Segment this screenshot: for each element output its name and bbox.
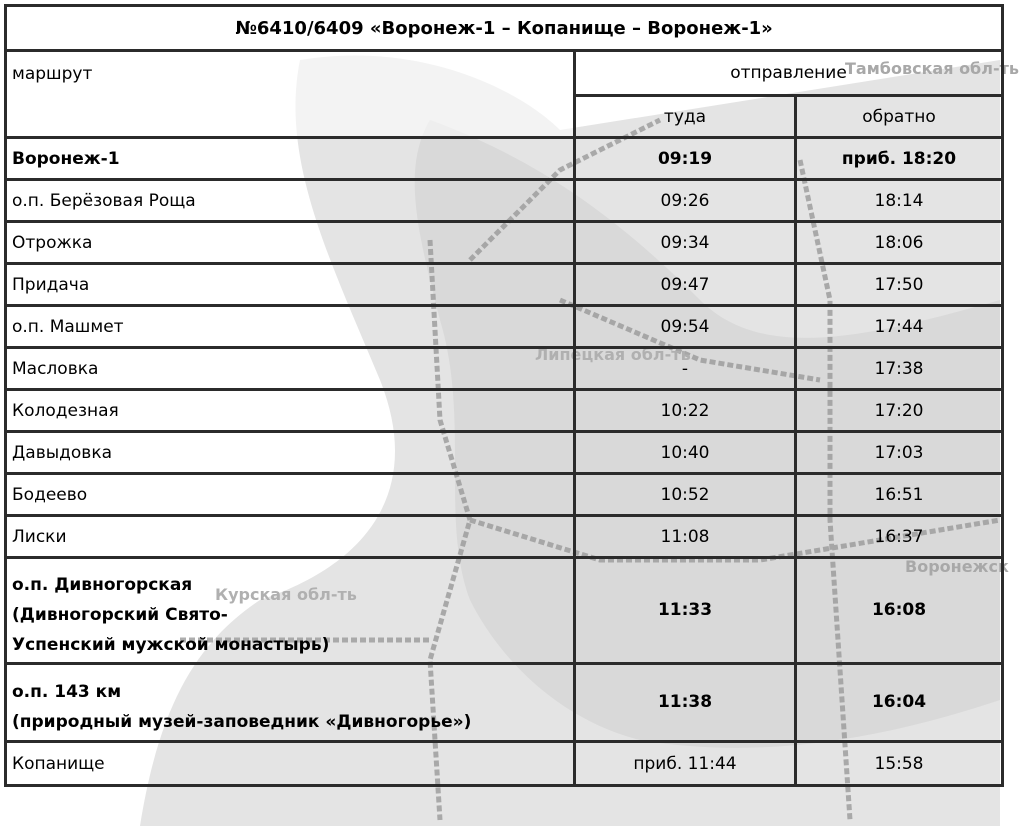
time-to: 09:47 <box>575 264 796 306</box>
table-row <box>6 390 1003 432</box>
stop-name: Лиски <box>6 516 575 558</box>
time-back: 17:03 <box>796 432 1003 474</box>
stop-name: Масловка <box>6 348 575 390</box>
table-row <box>6 474 1003 516</box>
time-to: 09:26 <box>575 180 796 222</box>
time-to: - <box>575 348 796 390</box>
time-back: 17:38 <box>796 348 1003 390</box>
table-row <box>6 348 1003 390</box>
stop-name: о.п. 143 км <box>12 681 122 702</box>
time-back: 18:06 <box>796 222 1003 264</box>
time-to: приб. 11:44 <box>575 742 796 786</box>
time-to: 09:19 <box>575 138 796 180</box>
table-row <box>6 222 1003 264</box>
time-to: 10:40 <box>575 432 796 474</box>
time-back: 15:58 <box>796 742 1003 786</box>
stop-note: (природный музей-заповедник «Дивногорье») <box>12 711 472 732</box>
table-row <box>6 516 1003 558</box>
time-to: 11:33 <box>575 558 796 664</box>
schedule-title: №6410/6409 «Воронеж-1 – Копанище – Воронеж-1» <box>6 6 1003 51</box>
time-back: 16:37 <box>796 516 1003 558</box>
table-row <box>6 306 1003 348</box>
table-row <box>6 558 1003 664</box>
stop-name: Копанище <box>6 742 575 786</box>
back-header: обратно <box>796 96 1003 138</box>
stop-name: о.п. Дивногорская <box>12 574 193 595</box>
table-row <box>6 264 1003 306</box>
stop-name: Давыдовка <box>6 432 575 474</box>
map-label-kursk: Курская обл-ть <box>215 585 357 604</box>
table-row <box>6 742 1003 786</box>
time-to: 11:08 <box>575 516 796 558</box>
time-back: 18:14 <box>796 180 1003 222</box>
time-back: 17:20 <box>796 390 1003 432</box>
stop-name: Бодеево <box>6 474 575 516</box>
stop-name: Воронеж-1 <box>6 138 575 180</box>
time-back: 16:51 <box>796 474 1003 516</box>
stop-name: о.п. Берёзовая Роща <box>6 180 575 222</box>
time-back: 17:44 <box>796 306 1003 348</box>
header-row-1 <box>6 51 1003 96</box>
time-to: 10:52 <box>575 474 796 516</box>
map-label-lipetsk: Липецкая обл-ть <box>535 345 691 364</box>
stop-name-block <box>6 664 575 742</box>
stop-name: Колодезная <box>6 390 575 432</box>
stop-name: о.п. Машмет <box>6 306 575 348</box>
time-back: 16:08 <box>796 558 1003 664</box>
time-back: 16:04 <box>796 664 1003 742</box>
schedule-table <box>4 4 1004 787</box>
table-row <box>6 432 1003 474</box>
map-label-tambov: Тамбовская обл-ть <box>845 59 1019 78</box>
time-to: 09:54 <box>575 306 796 348</box>
title-row <box>6 6 1003 51</box>
stop-note: (Дивногорский Свято- <box>12 604 228 625</box>
time-to: 11:38 <box>575 664 796 742</box>
time-to: 09:34 <box>575 222 796 264</box>
stop-name-block <box>6 558 575 664</box>
stop-name: Придача <box>6 264 575 306</box>
map-label-voronezh: Воронежск <box>905 557 1009 576</box>
stop-note: Успенский мужской монастырь) <box>12 634 330 655</box>
route-header: маршрут <box>6 51 575 138</box>
time-to: 10:22 <box>575 390 796 432</box>
time-back: 17:50 <box>796 264 1003 306</box>
table-row <box>6 180 1003 222</box>
stop-name: Отрожка <box>6 222 575 264</box>
table-row <box>6 138 1003 180</box>
to-header: туда <box>575 96 796 138</box>
departure-header: отправление <box>575 51 1003 96</box>
time-back: приб. 18:20 <box>796 138 1003 180</box>
table-row <box>6 664 1003 742</box>
